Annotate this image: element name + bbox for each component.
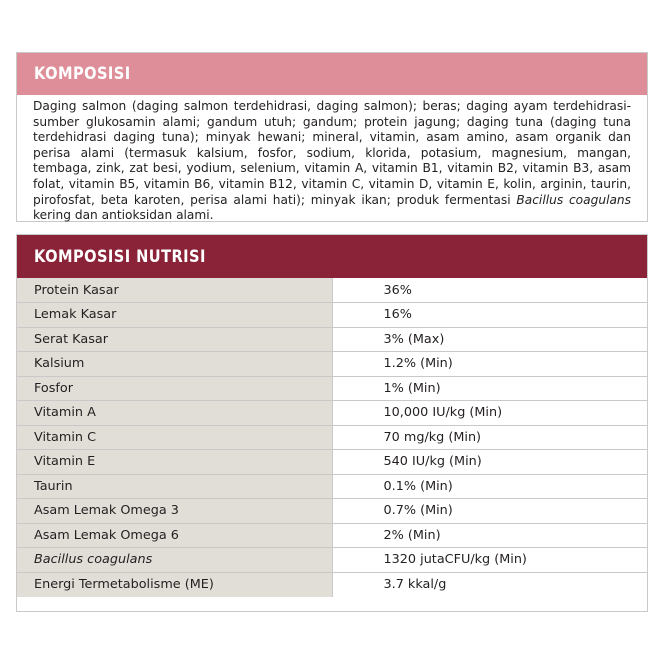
nutrient-label: Energi Termetabolisme (ME) bbox=[17, 572, 332, 597]
nutrient-value: 540 IU/kg (Min) bbox=[332, 450, 647, 475]
table-row bbox=[17, 401, 647, 426]
nutrient-label: Lemak Kasar bbox=[17, 303, 332, 328]
nutrient-value: 3% (Max) bbox=[332, 327, 647, 352]
nutrient-label: Asam Lemak Omega 6 bbox=[17, 523, 332, 548]
nutrient-label: Vitamin C bbox=[17, 425, 332, 450]
nutrient-value: 0.7% (Min) bbox=[332, 499, 647, 524]
table-row bbox=[17, 572, 647, 597]
nutrient-value: 1% (Min) bbox=[332, 376, 647, 401]
nutrition-panel bbox=[16, 234, 648, 612]
nutrient-value: 70 mg/kg (Min) bbox=[332, 425, 647, 450]
nutrient-label: Serat Kasar bbox=[17, 327, 332, 352]
table-row bbox=[17, 278, 647, 303]
composition-title: KOMPOSISI bbox=[34, 64, 131, 84]
nutrient-label: Protein Kasar bbox=[17, 278, 332, 303]
table-row bbox=[17, 303, 647, 328]
nutrient-value: 3.7 kkal/g bbox=[332, 572, 647, 597]
nutrient-label: Taurin bbox=[17, 474, 332, 499]
table-row bbox=[17, 327, 647, 352]
composition-panel bbox=[16, 52, 648, 222]
nutrient-label: Vitamin A bbox=[17, 401, 332, 426]
nutrition-title: KOMPOSISI NUTRISI bbox=[34, 246, 206, 267]
table-row bbox=[17, 352, 647, 377]
nutrient-label: Asam Lemak Omega 3 bbox=[17, 499, 332, 524]
nutrient-value: 10,000 IU/kg (Min) bbox=[332, 401, 647, 426]
nutrient-value: 1.2% (Min) bbox=[332, 352, 647, 377]
nutrient-value: 36% bbox=[332, 278, 647, 303]
nutrient-label: Vitamin E bbox=[17, 450, 332, 475]
composition-text bbox=[33, 99, 631, 224]
table-row bbox=[17, 376, 647, 401]
nutrient-label: Fosfor bbox=[17, 376, 332, 401]
composition-text-end: kering dan antioksidan alami. bbox=[33, 208, 214, 223]
nutrition-header bbox=[17, 235, 647, 278]
nutrient-value: 0.1% (Min) bbox=[332, 474, 647, 499]
nutrient-value: 2% (Min) bbox=[332, 523, 647, 548]
table-row bbox=[17, 548, 647, 573]
nutrition-table bbox=[17, 278, 647, 597]
composition-text-main: Daging salmon (daging salmon terdehidrasi, daging salmon); beras; daging ayam terdehidrasi-sumber glukosamin alami; gandum utuh; gandum; protein jagung; daging tuna (daging tuna terdehidrasi daging tuna); minyak hewani; mineral, vitamin, asam amino, asam organik dan perisa alami (termasuk kalsium, fosfor, sodium, klorida, potasium, magnesium, mangan, tembaga, zink, zat besi, yodium, selenium, vitamin A, vitamin B1, vitamin B2, vitamin B3, asam folat, vitamin B5, vitamin B6, vitamin B12, vitamin C, vitamin D, vitamin E, kolin, arginin, taurin, pirofosfat, beta karoten, perisa alami hati); minyak ikan; produk fermentasi bbox=[33, 99, 631, 207]
nutrient-label: Bacillus coagulans bbox=[17, 548, 332, 573]
table-row bbox=[17, 425, 647, 450]
table-row bbox=[17, 499, 647, 524]
composition-header bbox=[17, 53, 647, 95]
nutrient-value: 16% bbox=[332, 303, 647, 328]
nutrient-label: Kalsium bbox=[17, 352, 332, 377]
table-row bbox=[17, 450, 647, 475]
nutrient-value: 1320 jutaCFU/kg (Min) bbox=[332, 548, 647, 573]
table-row bbox=[17, 474, 647, 499]
composition-text-italic: Bacillus coagulans bbox=[516, 192, 631, 207]
table-row bbox=[17, 523, 647, 548]
